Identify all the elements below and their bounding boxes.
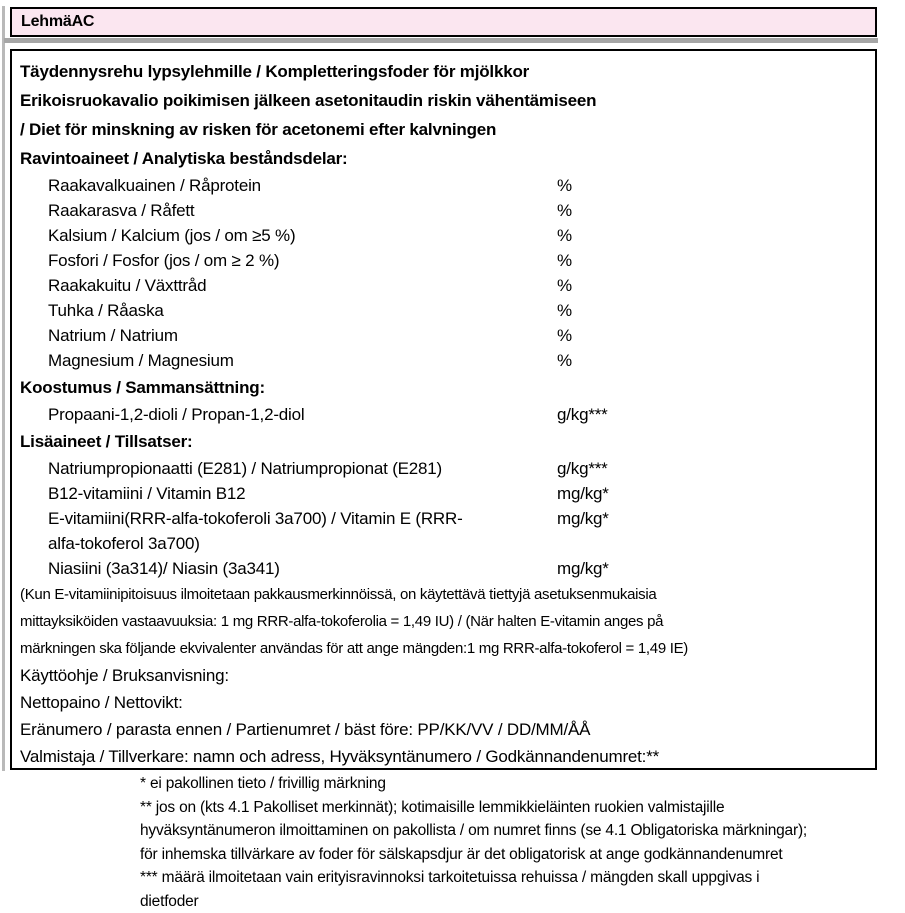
net-weight-line: Nettopaino / Nettovikt: <box>20 693 183 712</box>
feed-type-line: Täydennysrehu lypsylehmille / Kompletteringsfoder för mjölkkor <box>20 62 530 81</box>
spec-row <box>20 248 867 273</box>
row-unit: mg/kg* <box>557 484 609 503</box>
footnote-line: ** jos on (kts 4.1 Pakolliset merkinnät); kotimaisille lemmikkieläinten ruokien valmistajille <box>140 798 725 816</box>
spec-row <box>20 323 867 348</box>
row-label: Magnesium / Magnesium <box>48 351 234 370</box>
spec-row <box>20 556 867 581</box>
footnote-line: dietfoder <box>140 892 199 910</box>
footnotes-block <box>140 772 888 913</box>
footnote-line: *** määrä ilmoitetaan vain erityisravinnoksi tarkoitetuissa rehuissa / mängden skall uppgivas i <box>140 869 760 886</box>
footnote-line: * ei pakollinen tieto / frivillig märkning <box>140 775 386 792</box>
row-label: B12-vitamiini / Vitamin B12 <box>48 484 246 503</box>
spec-row <box>20 298 867 323</box>
row-unit: % <box>557 226 572 245</box>
row-label: Natrium / Natrium <box>48 326 178 345</box>
row-label: Kalsium / Kalcium (jos / om ≥5 %) <box>48 226 296 245</box>
vitamin-e-note-line: mittayksiköiden vastaavuuksia: 1 mg RRR-alfa-tokoferolia = 1,49 IU) / (När halten E-vitamin anges på <box>20 613 664 630</box>
row-label: Natriumpropionaatti (E281) / Natriumpropionat (E281) <box>48 459 443 478</box>
footnote-line: för inhemska tillvärkare av foder för sälskapsdjur är det obligatorisk at ange godkännandenumret <box>140 845 783 863</box>
row-unit: % <box>557 176 572 195</box>
diet-purpose-line-sv: / Diet för minskning av risken för acetonemi efter kalvningen <box>20 120 497 139</box>
row-unit: % <box>557 351 572 370</box>
row-label: E-vitamiini(RRR-alfa-tokoferoli 3a700) / Vitamin E (RRR- <box>48 509 463 528</box>
row-unit: % <box>557 251 572 270</box>
spec-row <box>20 402 867 427</box>
row-label: Raakarasva / Råfett <box>48 201 195 220</box>
section-heading-additives: Lisäaineet / Tillsatser: <box>20 432 193 451</box>
row-label: Niasiini (3a314)/ Niasin (3a341) <box>48 559 280 578</box>
row-unit: % <box>557 276 572 295</box>
row-unit: mg/kg* <box>557 559 609 578</box>
row-label: Raakakuitu / Växttråd <box>48 276 207 295</box>
vitamin-e-note-line: (Kun E-vitamiinipitoisuus ilmoitetaan pakkausmerkinnöissä, on käytettävä tiettyjä asetuksenmukaisia <box>20 586 657 603</box>
left-shadow-line <box>2 6 5 771</box>
batch-best-before-line: Eränumero / parasta ennen / Partienumret / bäst före: PP/KK/VV / DD/MM/ÅÅ <box>20 720 591 739</box>
section-heading-composition: Koostumus / Sammansättning: <box>20 378 265 397</box>
row-label: Tuhka / Råaska <box>48 301 164 320</box>
spec-row <box>20 198 867 223</box>
header-shadow-band <box>4 38 878 43</box>
spec-row <box>20 173 867 198</box>
row-unit: % <box>557 326 572 345</box>
row-unit: g/kg*** <box>557 405 608 424</box>
spec-row <box>20 273 867 298</box>
usage-instructions-line: Käyttöohje / Bruksanvisning: <box>20 666 229 685</box>
diet-purpose-line-fi: Erikoisruokavalio poikimisen jälkeen asetonitaudin riskin vähentämiseen <box>20 91 597 110</box>
spec-row <box>20 481 867 506</box>
row-label: Fosfori / Fosfor (jos / om ≥ 2 %) <box>48 251 280 270</box>
product-header <box>10 7 877 37</box>
product-title: LehmäAC <box>21 13 95 30</box>
vitamin-e-note-line: märkningen ska följande ekvivalenter användas för att ange mängden:1 mg RRR-alfa-tokoferol = 1,49 IE) <box>20 640 689 657</box>
label-spec-box <box>10 49 877 770</box>
footnote-line: hyväksyntänumeron ilmoittaminen on pakollista / om numret finns (se 4.1 Obligatoriska märkningar); <box>140 822 808 839</box>
row-label: Raakavalkuainen / Råprotein <box>48 176 261 195</box>
row-unit: % <box>557 201 572 220</box>
row-label: alfa-tokoferol 3a700) <box>48 534 200 553</box>
spec-row <box>20 223 867 248</box>
row-label: Propaani-1,2-dioli / Propan-1,2-diol <box>48 405 305 424</box>
row-unit: mg/kg* <box>557 509 609 528</box>
row-unit: % <box>557 301 572 320</box>
section-heading-analytical: Ravintoaineet / Analytiska beståndsdelar: <box>20 149 348 168</box>
spec-row <box>20 348 867 373</box>
spec-row-continuation <box>20 531 867 556</box>
manufacturer-line: Valmistaja / Tillverkare: namn och adress, Hyväksyntänumero / Godkännandenumret:** <box>20 747 660 766</box>
row-unit: g/kg*** <box>557 459 608 478</box>
spec-row <box>20 506 867 531</box>
spec-row <box>20 456 867 481</box>
